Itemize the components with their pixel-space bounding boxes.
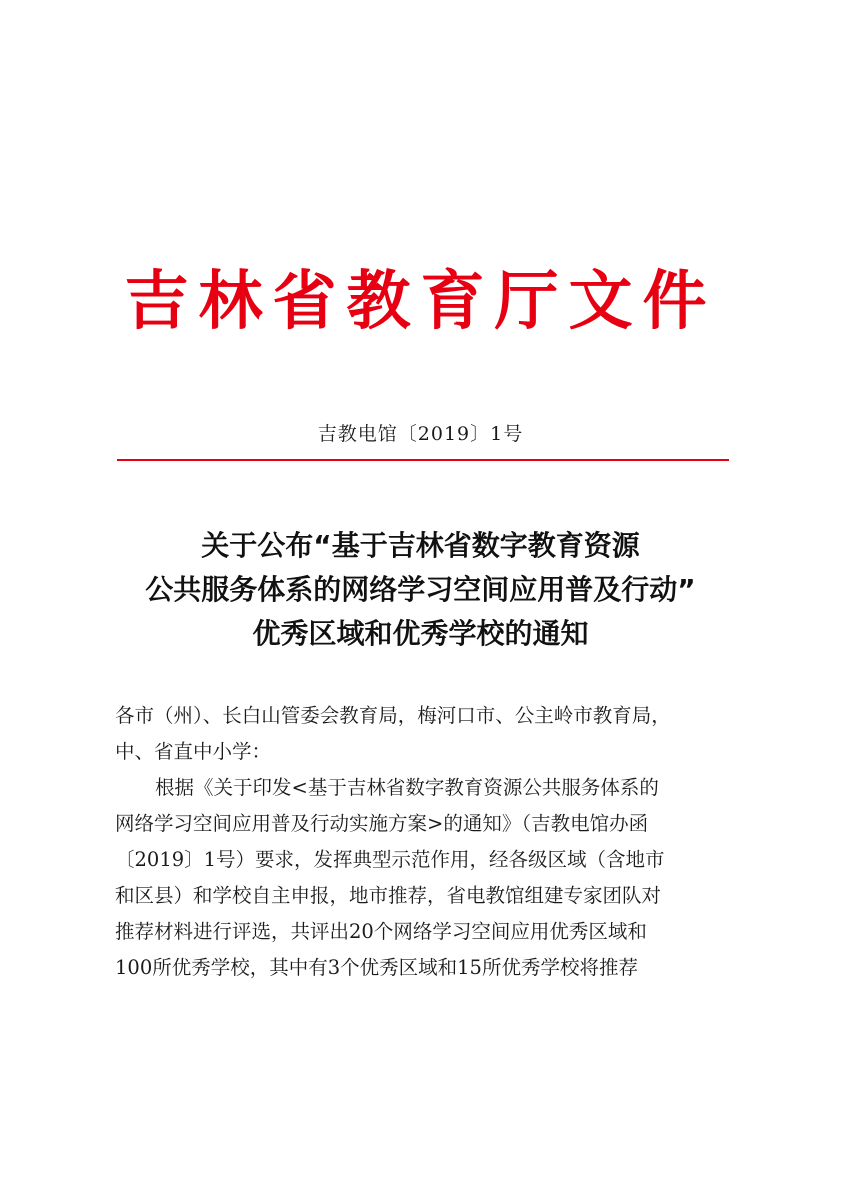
body-line-3: 〔2019〕1号）要求，发挥典型示范作用，经各级区域（含地市: [115, 848, 665, 871]
notice-title-line-3: 优秀区域和优秀学校的通知: [252, 617, 589, 650]
notice-title-line-1: 关于公布“基于吉林省数字教育资源: [201, 529, 640, 562]
body-line-1: 根据《关于印发<基于吉林省数字教育资源公共服务体系的: [155, 776, 659, 799]
notice-title: [60, 524, 781, 656]
notice-title-line-2: 公共服务体系的网络学习空间应用普及行动”: [145, 573, 696, 606]
red-divider-line: [117, 459, 729, 461]
body-line-2: 网络学习空间应用普及行动实施方案>的通知》（吉教电馆办函: [115, 812, 649, 835]
document-number: 吉教电馆〔2019〕1号: [317, 423, 524, 445]
recipients-line-2: 中、省直中小学：: [115, 740, 272, 763]
body-line-4: 和区县）和学校自主申报，地市推荐，省电教馆组建专家团队对: [115, 884, 662, 907]
body-line-5: 推荐材料进行评选，共评出20个网络学习空间应用优秀区域和: [115, 920, 647, 943]
document-header-title: 吉林省教育厅文件: [124, 264, 717, 339]
recipients-line-1: 各市（州）、长白山管委会教育局，梅河口市、公主岭市教育局，: [115, 704, 671, 727]
body-line-6: 100所优秀学校，其中有3个优秀区域和15所优秀学校将推荐: [115, 956, 638, 979]
notice-body: [115, 698, 735, 986]
